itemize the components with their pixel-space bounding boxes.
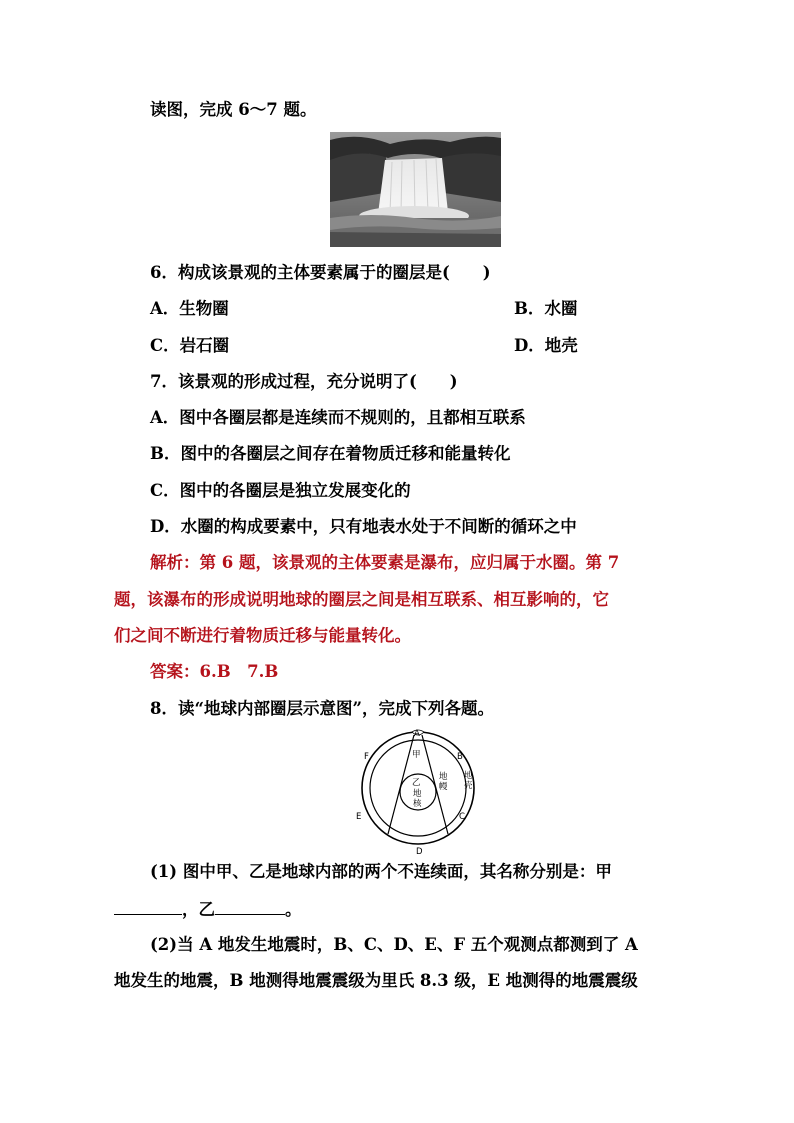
- analysis-line-2: 题，该瀑布的形成说明地球的圈层之间是相互联系、相互影响的，它: [114, 590, 609, 609]
- q6-option-b: B．水圈: [514, 299, 578, 318]
- earth-layers-svg: [352, 726, 484, 856]
- label-core-1: 地: [413, 789, 422, 799]
- q8-part1-line-1: (1) 图中甲、乙是地球内部的两个不连续面，其名称分别是：甲: [150, 862, 612, 881]
- answer-label: 答案：: [150, 662, 200, 681]
- q6-option-row-1: [150, 298, 578, 320]
- analysis-line-3: 们之间不断进行着物质迁移与能量转化。: [114, 626, 411, 645]
- label-mantle-1: 地: [439, 772, 448, 782]
- q7-stem: 7．该景观的形成过程，充分说明了( ): [150, 372, 458, 391]
- label-d: D: [416, 847, 423, 856]
- label-a: A: [414, 729, 420, 739]
- answer-blank-yi[interactable]: [215, 898, 285, 915]
- label-c: C: [459, 812, 465, 822]
- q6-option-d: D．地壳: [514, 336, 578, 355]
- label-f: F: [364, 752, 369, 762]
- earth-layers-diagram: [352, 726, 484, 856]
- label-crust-1: 地: [464, 771, 473, 781]
- answer-blank-jia[interactable]: [114, 898, 182, 915]
- q8-part1-end: 。: [285, 900, 302, 919]
- q8-part2-line-1: (2)当 A 地发生地震时，B、C、D、E、F 五个观测点都测到了 A: [150, 935, 638, 954]
- q7-option-b: B．图中的各圈层之间存在着物质迁移和能量转化: [150, 444, 511, 463]
- q7-option-d: D．水圈的构成要素中，只有地表水处于不间断的循环之中: [150, 517, 577, 536]
- q6-option-row-2: [150, 335, 578, 357]
- answer-line: [150, 661, 278, 683]
- label-yi: 乙: [412, 778, 421, 788]
- intro-text: 读图，完成 6～7 题。: [150, 100, 317, 119]
- label-e: E: [356, 812, 362, 822]
- analysis-line-1: [150, 552, 619, 574]
- waterfall-photo: [330, 132, 501, 247]
- answer-text: 6.B 7.B: [199, 662, 279, 681]
- analysis-text-1: 第 6 题，该景观的主体要素是瀑布，应归属于水圈。第 7: [199, 553, 620, 572]
- q6-stem: 6．构成该景观的主体要素属于的圈层是( ): [150, 263, 491, 282]
- crust-circle: [362, 732, 474, 844]
- q6-option-a: A．生物圈: [150, 299, 229, 318]
- q8-part2-line-2: 地发生的地震，B 地测得地震震级为里氏 8.3 级，E 地测得的地震震级: [114, 971, 638, 990]
- analysis-label: 解析：: [150, 553, 200, 572]
- label-jia: 甲: [412, 750, 421, 760]
- q8-stem: 8．读“地球内部圈层示意图”，完成下列各题。: [150, 699, 494, 718]
- label-core-2: 核: [413, 799, 422, 809]
- q7-option-c: C．图中的各圈层是独立发展变化的: [150, 481, 411, 500]
- q8-part1-line-2: [114, 898, 302, 921]
- label-mantle-2: 幔: [439, 782, 448, 792]
- q6-option-c: C．岩石圈: [150, 336, 230, 355]
- label-b: B: [457, 752, 463, 762]
- q8-part1-comma: ，乙: [182, 900, 215, 919]
- waterfall-image: [330, 132, 501, 247]
- label-crust-2: 壳: [464, 781, 473, 791]
- q7-option-a: A．图中各圈层都是连续而不规则的，且都相互联系: [150, 408, 526, 427]
